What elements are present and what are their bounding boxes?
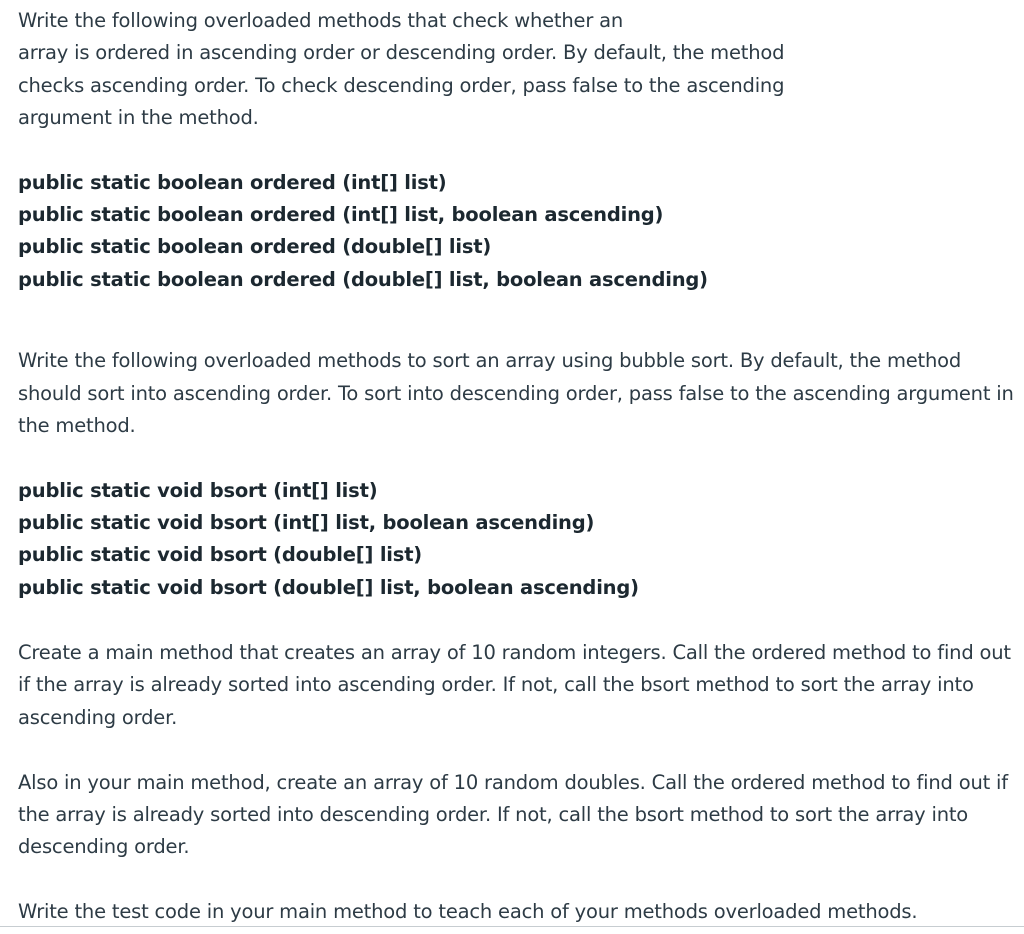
paragraph-line: should sort into ascending order. To sort into descending order, pass false to the ascending argument in xyxy=(18,382,1014,405)
method-signature: public static boolean ordered (int[] list, boolean ascending) xyxy=(18,203,664,226)
paragraph-line: checks ascending order. To check descending order, pass false to the ascending xyxy=(18,74,785,97)
paragraph-line: the array is already sorted into descending order. If not, call the bsort method to sort the array into xyxy=(18,803,969,826)
paragraph-line: Also in your main method, create an array of 10 random doubles. Call the ordered method to find out if xyxy=(18,771,1008,794)
paragraph-line: array is ordered in ascending order or descending order. By default, the method xyxy=(18,41,785,64)
paragraph-line: the method. xyxy=(18,414,136,437)
method-signature: public static boolean ordered (double[] list) xyxy=(18,235,492,258)
divider xyxy=(0,926,1024,927)
paragraph-line: Create a main method that creates an array of 10 random integers. Call the ordered method to find out xyxy=(18,641,1011,664)
method-signature: public static boolean ordered (int[] list) xyxy=(18,171,447,194)
paragraph-line: Write the following overloaded methods that check whether an xyxy=(18,9,624,32)
method-signature: public static boolean ordered (double[] list, boolean ascending) xyxy=(18,268,708,291)
paragraph-line: Write the test code in your main method to teach each of your methods overloaded methods. xyxy=(18,900,918,923)
method-signature: public static void bsort (double[] list, boolean ascending) xyxy=(18,576,639,599)
paragraph-line: argument in the method. xyxy=(18,106,259,129)
method-signature: public static void bsort (int[] list, boolean ascending) xyxy=(18,511,595,534)
method-signature: public static void bsort (double[] list) xyxy=(18,543,423,566)
paragraph-line: Write the following overloaded methods to sort an array using bubble sort. By default, the method xyxy=(18,349,962,372)
method-signature: public static void bsort (int[] list) xyxy=(18,479,378,502)
paragraph-line: ascending order. xyxy=(18,706,178,729)
paragraph-line: descending order. xyxy=(18,835,190,858)
paragraph-line: if the array is already sorted into ascending order. If not, call the bsort method to sort the array into xyxy=(18,673,974,696)
